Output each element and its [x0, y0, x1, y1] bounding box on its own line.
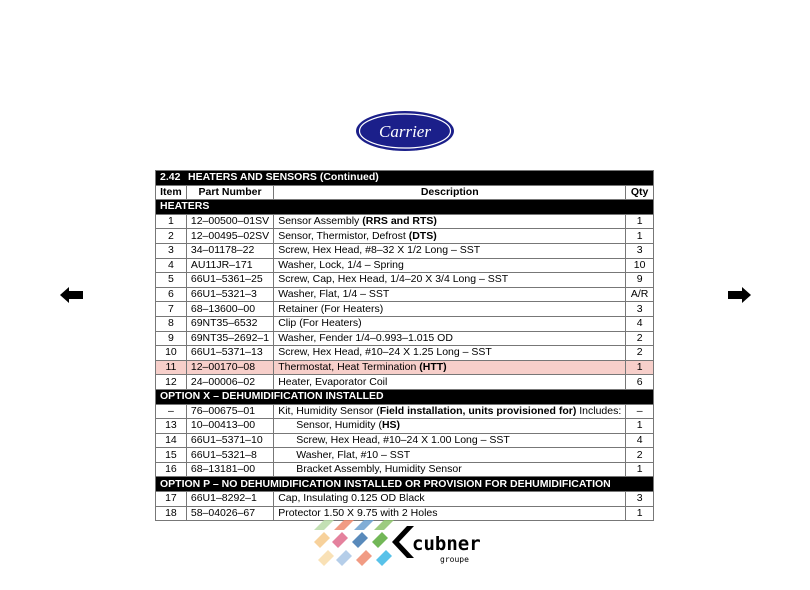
arrow-right-icon[interactable]	[727, 287, 751, 303]
description-text: Washer, Flat, 1/4 – SST	[278, 288, 390, 301]
qty-cell: 4	[626, 316, 654, 331]
part-number-cell: 66U1–5321–8	[186, 448, 273, 463]
table-row	[156, 287, 654, 302]
table-title-row	[156, 171, 654, 186]
table-title: HEATERS AND SENSORS (Continued)	[188, 171, 379, 184]
description-cell	[274, 346, 626, 361]
description-cell	[274, 243, 626, 258]
item-cell: 14	[156, 433, 187, 448]
qty-cell: 2	[626, 346, 654, 361]
part-number-cell: AU11JR–171	[186, 258, 273, 273]
part-number-cell: 66U1–5371–13	[186, 346, 273, 361]
section-number: 2.42	[160, 171, 181, 184]
part-number-cell: 34–01178–22	[186, 243, 273, 258]
qty-cell: 6	[626, 375, 654, 390]
part-number-cell: 66U1–8292–1	[186, 492, 273, 507]
item-cell: 7	[156, 302, 187, 317]
item-cell: 16	[156, 462, 187, 477]
table-row	[156, 229, 654, 244]
cubner-logo	[312, 520, 502, 566]
qty-cell: –	[626, 404, 654, 419]
description-bold-text: (RRS and RTS)	[362, 215, 437, 228]
description-cell	[274, 214, 626, 229]
item-cell: 3	[156, 243, 187, 258]
item-cell: 4	[156, 258, 187, 273]
description-cell	[274, 433, 626, 448]
section-heading: HEATERS	[156, 200, 654, 215]
description-text: Sensor, Humidity (	[296, 419, 382, 432]
section-heading-row	[156, 389, 654, 404]
description-text: Screw, Hex Head, #10–24 X 1.25 Long – SST	[278, 346, 492, 359]
part-number-cell: 12–00495–02SV	[186, 229, 273, 244]
part-number-cell: 12–00500–01SV	[186, 214, 273, 229]
part-number-cell: 66U1–5321–3	[186, 287, 273, 302]
qty-cell: 4	[626, 433, 654, 448]
section-heading: OPTION P – NO DEHUMIDIFICATION INSTALLED OR PROVISION FOR DEHUMIDIFICATION	[156, 477, 654, 492]
item-cell: 13	[156, 419, 187, 434]
item-cell: 18	[156, 506, 187, 521]
description-bold-text: (HTT)	[419, 361, 447, 374]
column-header-part-number: Part Number	[186, 185, 273, 200]
description-tail-text: Includes:	[576, 404, 622, 417]
part-number-cell: 69NT35–6532	[186, 316, 273, 331]
qty-cell: 1	[626, 360, 654, 375]
description-text: Sensor Assembly	[278, 215, 363, 228]
description-cell	[274, 419, 626, 434]
part-number-cell: 69NT35–2692–1	[186, 331, 273, 346]
description-cell	[274, 331, 626, 346]
table-row	[156, 360, 654, 375]
table-row	[156, 302, 654, 317]
item-cell: 1	[156, 214, 187, 229]
qty-cell: 1	[626, 462, 654, 477]
part-number-cell: 68–13600–00	[186, 302, 273, 317]
column-header-qty: Qty	[626, 185, 654, 200]
table-row	[156, 404, 654, 419]
description-text: Protector 1.50 X 9.75 with 2 Holes	[278, 506, 438, 519]
qty-cell: 3	[626, 492, 654, 507]
table-row	[156, 316, 654, 331]
qty-cell: 2	[626, 448, 654, 463]
table-row	[156, 214, 654, 229]
description-text: Thermostat, Heat Termination	[278, 361, 420, 374]
description-cell	[274, 404, 626, 419]
qty-cell: 10	[626, 258, 654, 273]
qty-cell: A/R	[626, 287, 654, 302]
table-row	[156, 462, 654, 477]
description-cell	[274, 273, 626, 288]
table-row	[156, 331, 654, 346]
qty-cell: 1	[626, 229, 654, 244]
part-number-cell: 24–00006–02	[186, 375, 273, 390]
description-text: Retainer (For Heaters)	[278, 302, 384, 315]
table-row	[156, 273, 654, 288]
description-text: Kit, Humidity Sensor (	[278, 404, 380, 417]
item-cell: 8	[156, 316, 187, 331]
description-cell	[274, 258, 626, 273]
description-cell	[274, 360, 626, 375]
item-cell: 9	[156, 331, 187, 346]
item-cell: –	[156, 404, 187, 419]
description-bold-text: Field installation, units provisioned for)	[379, 404, 577, 417]
qty-cell: 1	[626, 506, 654, 521]
item-cell: 17	[156, 492, 187, 507]
description-cell	[274, 506, 626, 521]
item-cell: 12	[156, 375, 187, 390]
item-cell: 5	[156, 273, 187, 288]
qty-cell: 1	[626, 214, 654, 229]
carrier-logo-text: Carrier	[379, 122, 431, 141]
item-cell: 11	[156, 360, 187, 375]
description-bold-text: (DTS)	[408, 229, 437, 242]
description-cell	[274, 302, 626, 317]
item-cell: 6	[156, 287, 187, 302]
description-text: Screw, Cap, Hex Head, 1/4–20 X 3/4 Long – SST	[278, 273, 509, 286]
description-text: Washer, Lock, 1/4 – Spring	[278, 258, 404, 271]
column-header-description: Description	[274, 185, 626, 200]
description-text: Washer, Flat, #10 – SST	[296, 448, 411, 461]
description-cell	[274, 229, 626, 244]
description-text: Screw, Hex Head, #8–32 X 1/2 Long – SST	[278, 244, 481, 257]
qty-cell: 2	[626, 331, 654, 346]
description-bold-text: HS)	[381, 419, 401, 432]
column-header-item: Item	[156, 185, 187, 200]
description-text: Bracket Assembly, Humidity Sensor	[296, 463, 462, 476]
description-text: Clip (For Heaters)	[278, 317, 362, 330]
description-cell	[274, 316, 626, 331]
section-heading-row	[156, 477, 654, 492]
arrow-left-icon[interactable]	[60, 287, 84, 303]
carrier-logo	[355, 110, 455, 152]
description-cell	[274, 448, 626, 463]
part-number-cell: 66U1–5361–25	[186, 273, 273, 288]
part-number-cell: 10–00413–00	[186, 419, 273, 434]
part-number-cell: 12–00170–08	[186, 360, 273, 375]
part-number-cell: 66U1–5371–10	[186, 433, 273, 448]
table-row	[156, 346, 654, 361]
description-text: Sensor, Thermistor, Defrost	[278, 229, 409, 242]
part-number-cell: 58–04026–67	[186, 506, 273, 521]
qty-cell: 3	[626, 243, 654, 258]
description-text: Screw, Hex Head, #10–24 X 1.00 Long – SST	[296, 433, 510, 446]
section-heading: OPTION X – DEHUMIDIFICATION INSTALLED	[156, 389, 654, 404]
table-row	[156, 419, 654, 434]
description-text: Heater, Evaporator Coil	[278, 375, 388, 388]
description-cell	[274, 287, 626, 302]
table-row	[156, 448, 654, 463]
description-text: Cap, Insulating 0.125 OD Black	[278, 492, 425, 505]
table-row	[156, 506, 654, 521]
qty-cell: 1	[626, 419, 654, 434]
description-cell	[274, 492, 626, 507]
cubner-logo-subtitle: groupe	[440, 555, 469, 564]
part-number-cell: 76–00675–01	[186, 404, 273, 419]
description-cell	[274, 462, 626, 477]
column-header-row	[156, 185, 654, 200]
parts-table	[155, 170, 654, 521]
table-row	[156, 375, 654, 390]
item-cell: 2	[156, 229, 187, 244]
table-row	[156, 258, 654, 273]
description-text: Washer, Fender 1/4–0.993–1.015 OD	[278, 331, 453, 344]
qty-cell: 3	[626, 302, 654, 317]
table-row	[156, 243, 654, 258]
item-cell: 10	[156, 346, 187, 361]
table-row	[156, 492, 654, 507]
qty-cell: 9	[626, 273, 654, 288]
table-row	[156, 433, 654, 448]
item-cell: 15	[156, 448, 187, 463]
description-cell	[274, 375, 626, 390]
part-number-cell: 68–13181–00	[186, 462, 273, 477]
cubner-logo-text: cubner	[412, 533, 481, 555]
section-heading-row	[156, 200, 654, 215]
